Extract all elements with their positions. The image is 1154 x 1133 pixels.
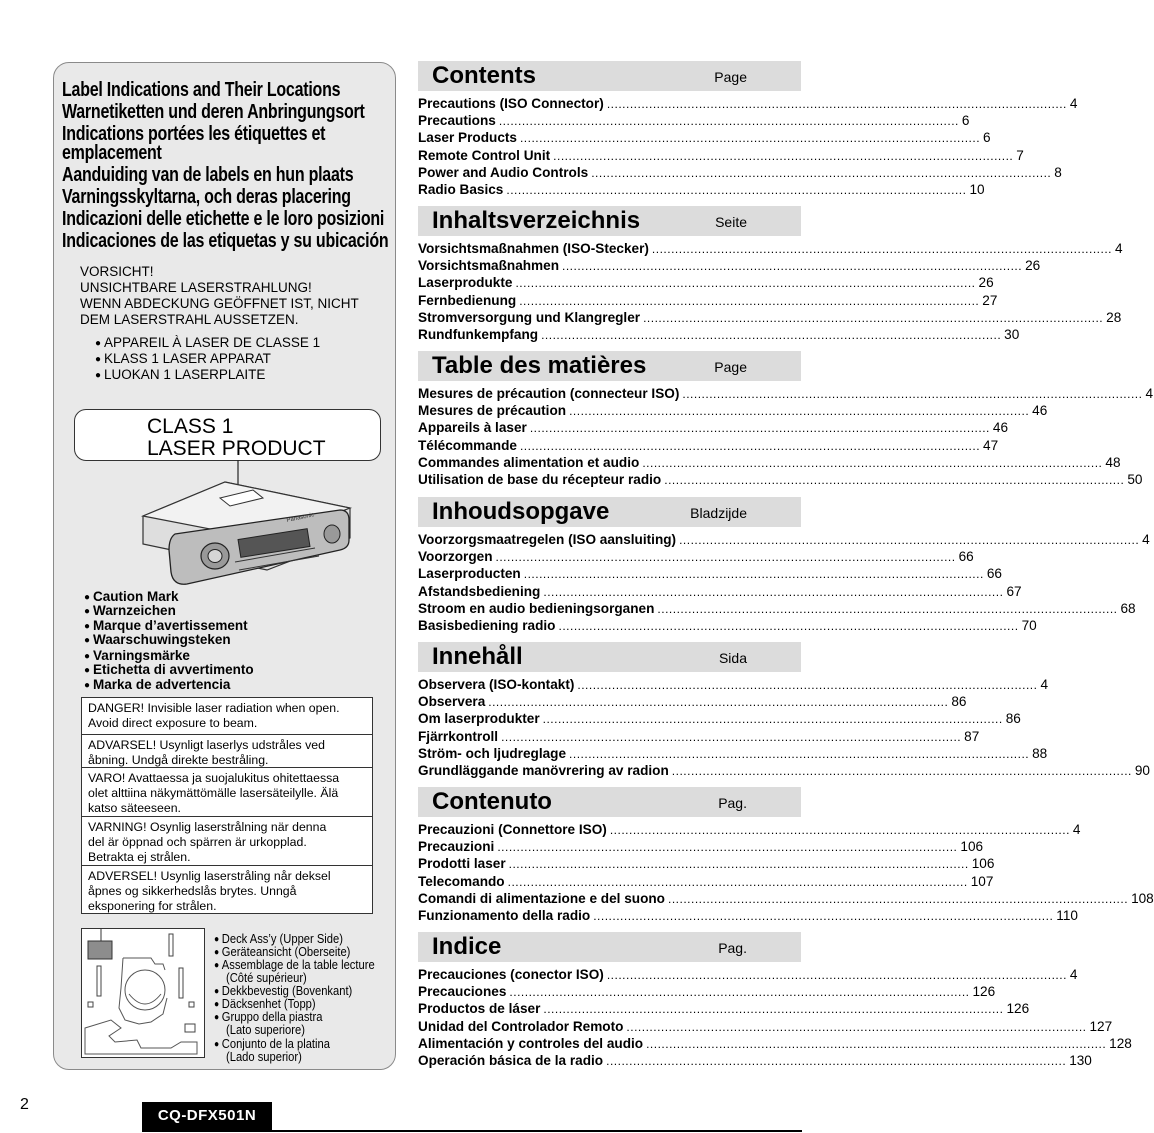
toc-entry[interactable]	[418, 274, 994, 291]
toc-entry-page: 47	[983, 437, 999, 453]
deck-label: ● Däcksenhet (Topp)	[214, 998, 316, 1011]
toc-leader-dots: ........................................................................................................................	[495, 550, 956, 565]
toc-entry-title: Om laserprodukter	[418, 711, 540, 727]
toc-entry[interactable]	[418, 907, 1078, 924]
toc-entry-title: Rundfunkempfang	[418, 327, 539, 342]
warning-line: VARNING! Osynlig laserstrålning när denna	[88, 820, 327, 834]
warning-line: katso säteeseen.	[88, 801, 181, 815]
toc-entry[interactable]	[418, 292, 998, 309]
toc-leader-dots: ........................................................................................................................	[488, 695, 949, 710]
bottom-rule	[142, 1130, 802, 1132]
deck-label: ● Dekkbevestig (Bovenkant)	[214, 985, 352, 998]
toc-entry[interactable]	[418, 454, 1121, 471]
toc-leader-dots: ........................................................................................................................	[593, 909, 1054, 923]
toc-entry[interactable]	[418, 1018, 1113, 1035]
toc-entry-page: 66	[958, 549, 974, 565]
caution-mark-item: ● Warnzeichen	[84, 603, 176, 619]
toc-leader-dots: ........................................................................................................................	[519, 131, 981, 146]
warning-line: DANGER! Invisible laser radiation when open.	[88, 701, 340, 715]
toc-entry[interactable]	[418, 983, 996, 1000]
toc-leader-dots: ........................................................................................................................	[553, 148, 1014, 163]
toc-entry-page: 28	[1106, 309, 1122, 325]
toc-entry-title: Stroom en audio bedieningsorganen	[418, 600, 655, 616]
toc-leader-dots: ........................................................................................................................	[508, 857, 969, 872]
section-title: Inhaltsverzeichnis	[432, 207, 641, 234]
toc-leader-dots: ........................................................................................................................	[515, 276, 976, 291]
toc-entry-page: 66	[986, 566, 1002, 582]
toc-leader-dots: ........................................................................................................................	[558, 619, 1019, 633]
warning-line: Betrakta ej strålen.	[88, 850, 191, 864]
toc-entry-title: Radio Basics	[418, 182, 504, 197]
toc-entry-title: Prodotti laser	[418, 856, 506, 872]
toc-entry[interactable]	[418, 402, 1048, 419]
toc-entry-page: 26	[1025, 258, 1041, 274]
section-title: Innehåll	[432, 643, 523, 670]
toc-entry-page: 4	[1145, 386, 1154, 401]
section-page-label: Page	[714, 69, 747, 85]
toc-entry-title: Laser Products	[418, 130, 517, 146]
warning-row	[82, 698, 372, 734]
toc-entry-page: 7	[1016, 147, 1024, 163]
toc-entry[interactable]	[418, 1000, 1030, 1017]
toc-entry-page: 126	[1006, 1001, 1030, 1017]
toc-entry[interactable]	[418, 531, 1150, 548]
toc-entry-page: 26	[978, 275, 994, 291]
toc-entry-page: 4	[1142, 532, 1150, 547]
right-knob-icon	[324, 525, 340, 543]
toc-entry-title: Stromversorgung und Klangregler	[418, 309, 641, 325]
toc-entry-title: Ström- och ljudreglage	[418, 745, 567, 761]
toc-entry-title: Basisbediening radio	[418, 618, 556, 633]
caution-mark-item: ● Marka de advertencia	[84, 677, 230, 693]
toc-entry[interactable]	[418, 565, 1002, 582]
toc-entry-title: Mesures de précaution	[418, 403, 567, 419]
caution-mark-item: ● Varningsmärke	[84, 648, 190, 664]
warning-line: eksponering for strålen.	[88, 899, 217, 913]
toc-entry[interactable]	[418, 966, 1078, 983]
toc-entry-title: Precauzioni	[418, 839, 495, 855]
toc-entry-page: 4	[1040, 677, 1049, 692]
toc-entry-page: 46	[992, 420, 1009, 436]
toc-entry-title: Precauzioni (Connettore ISO)	[418, 822, 607, 837]
toc-entry-page: 126	[972, 984, 996, 1000]
warning-line: ADVERSEL! Usynlig laserstråling når deksel	[88, 869, 331, 883]
deck-label: ● Gruppo della piastra	[214, 1011, 322, 1024]
vorsicht-line: DEM LASERSTRAHL AUSSETZEN.	[80, 312, 299, 327]
toc-entry-page: 27	[982, 292, 998, 308]
toc-entry[interactable]	[418, 309, 1122, 326]
toc-entry-page: 67	[1006, 583, 1022, 599]
toc-entry-page: 46	[1032, 403, 1048, 419]
section-title: Contenuto	[432, 788, 552, 815]
toc-leader-dots: ........................................................................................................................	[646, 1036, 1107, 1051]
toc-entry-page: 50	[1127, 472, 1143, 487]
toc-entry[interactable]	[418, 257, 1041, 274]
deck-label: ● Conjunto de la platina	[214, 1038, 330, 1051]
toc-leader-dots: ........................................................................................................................	[541, 328, 1002, 342]
warning-row	[82, 865, 372, 914]
toc-leader-dots: ........................................................................................................................	[542, 712, 1003, 727]
toc-entry-page: 4	[1115, 241, 1123, 256]
toc-entry-title: Laserprodukte	[418, 275, 513, 291]
label-title-en: Label Indications and Their Locations	[62, 79, 341, 101]
warning-line: del är öppnad och spärren är urkopplad.	[88, 835, 307, 849]
toc-entry-title: Utilisation de base du récepteur radio	[418, 472, 662, 487]
toc-leader-dots: ........................................................................................................................	[682, 387, 1143, 401]
toc-leader-dots: ........................................................................................................................	[507, 874, 968, 889]
warning-line: ADVARSEL! Usynligt laserlys udstråles ved	[88, 738, 325, 752]
toc-entry-page: 110	[1056, 908, 1078, 923]
toc-entry-page: 127	[1089, 1018, 1113, 1034]
toc-entry[interactable]	[418, 676, 1049, 693]
toc-leader-dots: ........................................................................................................................	[509, 985, 970, 1000]
toc-leader-dots: ........................................................................................................................	[577, 678, 1038, 692]
toc-entry[interactable]	[418, 437, 999, 454]
toc-entry[interactable]	[418, 181, 985, 198]
warning-line: VARO! Avattaessa ja suojalukitus ohitettaessa	[88, 771, 340, 785]
toc-entry-title: Voorzorgen	[418, 549, 493, 565]
toc-entry[interactable]	[418, 710, 1021, 727]
toc-entry-title: Mesures de précaution (connecteur ISO)	[418, 386, 680, 401]
toc-leader-dots: ........................................................................................................................	[497, 840, 958, 855]
label-title-fr: Indications portées les étiquettes et	[62, 123, 326, 145]
caution-mark-item: ● Marque d’avertissement	[84, 618, 248, 634]
toc-entry[interactable]	[418, 1035, 1132, 1052]
toc-entry-title: Remote Control Unit	[418, 147, 551, 163]
toc-entry[interactable]	[418, 583, 1022, 600]
toc-leader-dots: ........................................................................................................................	[651, 242, 1112, 256]
warning-line: åpnes og sikkerhedslås brytes. Unngå	[88, 884, 297, 898]
warning-line: Avoid direct exposure to beam.	[88, 716, 258, 730]
toc-entry[interactable]	[418, 471, 1143, 488]
deck-label-cont: (Lato superiore)	[226, 1022, 305, 1037]
toc-entry-page: 10	[969, 182, 985, 197]
toc-entry-title: Telecomando	[418, 873, 505, 889]
toc-leader-dots: ........................................................................................................................	[664, 473, 1125, 487]
warning-row	[82, 816, 372, 865]
toc-entry-page: 87	[964, 728, 980, 744]
warning-row	[82, 734, 372, 767]
label-title-nl: Aanduiding van de labels en hun plaats	[62, 164, 354, 186]
warning-table	[81, 697, 373, 914]
toc-leader-dots: ........................................................................................................................	[667, 891, 1129, 906]
toc-entry[interactable]	[418, 326, 1020, 343]
toc-leader-dots: ........................................................................................................................	[519, 293, 980, 308]
section-page-label: Bladzijde	[690, 505, 747, 521]
toc-entry[interactable]	[418, 617, 1037, 634]
toc-entry-title: Laserproducten	[418, 566, 521, 582]
toc-entry-page: 86	[1005, 711, 1021, 727]
section-page-label: Pag.	[718, 940, 747, 956]
toc-leader-dots: ........................................................................................................................	[506, 183, 967, 197]
vorsicht-line: VORSICHT!	[80, 264, 154, 279]
toc-entry[interactable]	[418, 129, 991, 146]
toc-leader-dots: ........................................................................................................................	[609, 823, 1070, 837]
label-title-de: Warnetiketten und deren Anbringungsort	[62, 101, 365, 123]
warning-line: olet alttiina näkymättömälle lasersäteilylle. Älä	[88, 786, 339, 800]
toc-entry[interactable]	[418, 1052, 1092, 1069]
toc-leader-dots: ........................................................................................................................	[643, 310, 1104, 325]
toc-entry-title: Precauciones	[418, 984, 507, 1000]
section-header	[418, 61, 801, 91]
toc-leader-dots: ........................................................................................................................	[562, 259, 1023, 274]
toc-leader-dots: ........................................................................................................................	[569, 404, 1030, 419]
toc-entry-page: 4	[1069, 96, 1078, 111]
toc-entry-page: 128	[1109, 1035, 1132, 1051]
class-label-line: CLASS 1	[147, 415, 234, 438]
toc-entry-title: Precauciones (conector ISO)	[418, 967, 604, 982]
section-header	[418, 787, 801, 817]
toc-leader-dots: ........................................................................................................................	[519, 438, 981, 453]
label-title-fr-2: emplacement	[62, 142, 162, 164]
toc-entry-page: 4	[1069, 967, 1078, 982]
toc-entry-title: Alimentación y controles del audio	[418, 1035, 644, 1051]
toc-entry[interactable]	[418, 112, 970, 129]
laser-class-bullet: ● LUOKAN 1 LASERPLAITE	[95, 367, 265, 384]
toc-entry-page: 48	[1105, 454, 1121, 470]
toc-entry-title: Vorsichtsmaßnahmen	[418, 258, 560, 274]
toc-entry[interactable]	[418, 385, 1154, 402]
section-page-label: Seite	[715, 214, 747, 230]
toc-entry-title: Appareils à laser	[418, 420, 527, 436]
section-header	[418, 497, 801, 527]
toc-entry[interactable]	[418, 855, 995, 872]
toc-entry-title: Operación básica de la radio	[418, 1053, 604, 1068]
section-header	[418, 351, 801, 381]
toc-entry[interactable]	[418, 873, 994, 890]
toc-entry-page: 130	[1069, 1053, 1092, 1068]
toc-entry[interactable]	[418, 147, 1024, 164]
toc-entry-title: Power and Audio Controls	[418, 164, 589, 180]
toc-entry[interactable]	[418, 600, 1136, 617]
toc-entry[interactable]	[418, 821, 1081, 838]
toc-entry[interactable]	[418, 762, 1150, 779]
caution-mark-item: ● Waarschuwingsteken	[84, 632, 231, 648]
deck-diagram	[81, 928, 205, 1058]
toc-entry-page: 90	[1134, 763, 1150, 778]
toc-entry-title: Precautions	[418, 113, 496, 129]
toc-leader-dots: ........................................................................................................................	[591, 165, 1052, 180]
deck-label: ● Deck Ass’y (Upper Side)	[214, 933, 343, 946]
warning-row	[82, 767, 372, 816]
toc-leader-dots: ........................................................................................................................	[606, 968, 1067, 982]
page-number: 2	[20, 1096, 29, 1113]
toc-leader-dots: ........................................................................................................................	[501, 729, 962, 744]
toc-entry-page: 4	[1072, 822, 1081, 837]
section-header	[418, 642, 801, 672]
toc-entry-page: 30	[1004, 327, 1020, 342]
toc-leader-dots: ........................................................................................................................	[498, 114, 959, 129]
section-title: Table des matières	[432, 352, 647, 379]
toc-leader-dots: ........................................................................................................................	[523, 567, 984, 582]
toc-entry-title: Fjärrkontroll	[418, 728, 499, 744]
toc-entry-title: Grundläggande manövrering av radion	[418, 763, 669, 778]
laser-class-bullet: ● APPAREIL À LASER DE CLASSE 1	[95, 335, 320, 352]
caution-mark-item: ● Etichetta di avvertimento	[84, 662, 254, 678]
section-title: Contents	[432, 62, 536, 89]
toc-entry-page: 70	[1021, 618, 1037, 633]
section-page-label: Sida	[718, 650, 747, 666]
toc-entry-title: Funzionamento della radio	[418, 908, 591, 923]
toc-entry-page: 6	[983, 130, 991, 146]
toc-leader-dots: ........................................................................................................................	[671, 764, 1132, 778]
warning-line: åbning. Undgå direkte bestråling.	[88, 753, 269, 767]
toc-entry-title: Unidad del Controlador Remoto	[418, 1018, 624, 1034]
deck-label: ● Assemblage de la table lecture	[214, 959, 375, 972]
deck-label-cont: (Lado superior)	[226, 1049, 302, 1064]
class-label-line: LASER PRODUCT	[147, 437, 326, 460]
toc-leader-dots: ........................................................................................................................	[606, 97, 1067, 111]
label-title-es: Indicaciones de las etiquetas y su ubicación	[62, 230, 389, 252]
toc-entry[interactable]	[418, 693, 967, 710]
toc-entry-title: Vorsichtsmaßnahmen (ISO-Stecker)	[418, 241, 649, 256]
toc-entry-title: Precautions (ISO Connector)	[418, 96, 604, 111]
section-title: Indice	[432, 933, 502, 960]
label-title-sv: Varningsskyltarna, och deras placering	[62, 186, 351, 208]
toc-entry[interactable]	[418, 745, 1048, 762]
toc-leader-dots: ........................................................................................................................	[657, 601, 1118, 616]
model-badge: CQ-DFX501N	[142, 1102, 272, 1130]
toc-leader-dots: ........................................................................................................................	[626, 1019, 1087, 1034]
label-location-marker	[88, 941, 112, 959]
toc-entry[interactable]	[418, 95, 1078, 112]
toc-entry-title: Observera	[418, 694, 486, 710]
laser-class-bullet: ● KLASS 1 LASER APPARAT	[95, 351, 271, 368]
toc-leader-dots: ........................................................................................................................	[606, 1054, 1067, 1068]
toc-entry-title: Voorzorgsmaatregelen (ISO aansluiting)	[418, 532, 677, 547]
toc-entry[interactable]	[418, 419, 1009, 436]
toc-entry-page: 86	[951, 694, 967, 710]
toc-entry[interactable]	[418, 240, 1123, 257]
knob-center	[208, 550, 222, 563]
toc-entry-page: 8	[1054, 164, 1062, 180]
section-page-label: Pag.	[718, 795, 747, 811]
toc-entry[interactable]	[418, 548, 974, 565]
toc-leader-dots: ........................................................................................................................	[529, 421, 990, 436]
deck-label-cont: (Côté supérieur)	[226, 970, 307, 985]
toc-entry-page: 107	[970, 873, 994, 889]
section-title: Inhoudsopgave	[432, 498, 610, 525]
vorsicht-line: WENN ABDECKUNG GEÖFFNET IST, NICHT	[80, 296, 359, 311]
toc-entry-title: Afstandsbediening	[418, 583, 541, 599]
deck-label: ● Geräteansicht (Oberseite)	[214, 946, 350, 959]
toc-entry[interactable]	[418, 890, 1154, 907]
toc-entry-page: 68	[1120, 600, 1136, 616]
toc-entry-page: 106	[971, 856, 995, 872]
section-page-label: Page	[714, 359, 747, 375]
toc-entry[interactable]	[418, 164, 1062, 181]
toc-entry-page: 6	[961, 113, 970, 129]
car-stereo-illustration	[135, 460, 357, 590]
toc-leader-dots: ........................................................................................................................	[642, 455, 1103, 470]
toc-entry[interactable]	[418, 728, 980, 745]
toc-entry-title: Télécommande	[418, 437, 517, 453]
section-header	[418, 206, 801, 236]
toc-entry-page: 106	[960, 839, 984, 855]
toc-entry[interactable]	[418, 838, 984, 855]
vorsicht-line: UNSICHTBARE LASERSTRAHLUNG!	[80, 280, 312, 295]
toc-entry-page: 88	[1032, 745, 1048, 761]
toc-leader-dots: ........................................................................................................................	[543, 1002, 1004, 1017]
stereo-brand: Panasonic	[286, 512, 315, 524]
toc-entry-title: Fernbedienung	[418, 292, 517, 308]
toc-leader-dots: ........................................................................................................................	[569, 746, 1030, 761]
label-title-it: Indicazioni delle etichette e le loro posizioni	[62, 208, 385, 230]
section-header	[418, 932, 801, 962]
caution-mark-item: ● Caution Mark	[84, 589, 179, 605]
toc-leader-dots: ........................................................................................................................	[679, 533, 1140, 547]
toc-entry-title: Observera (ISO-kontakt)	[418, 677, 575, 692]
toc-entry-title: Productos de láser	[418, 1001, 541, 1017]
toc-entry-page: 108	[1131, 890, 1154, 906]
toc-leader-dots: ........................................................................................................................	[543, 584, 1004, 599]
toc-entry-title: Commandes alimentation et audio	[418, 454, 640, 470]
toc-entry-title: Comandi di alimentazione e del suono	[418, 890, 665, 906]
